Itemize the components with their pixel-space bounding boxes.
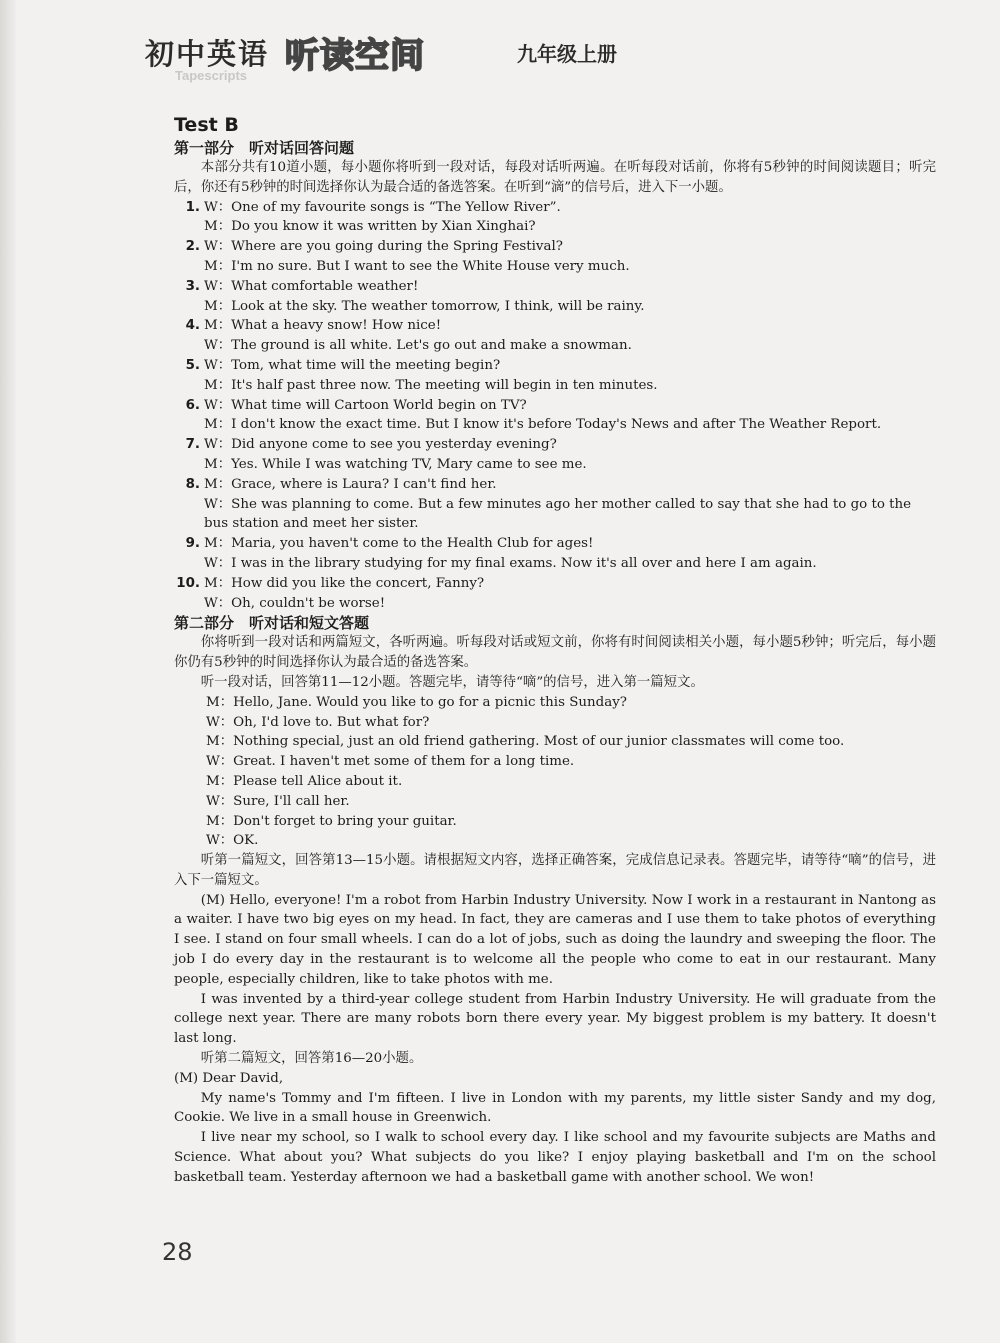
dialogue-line: M：Maria, you haven't come to the Health Club for ages! [204,536,594,552]
passage2-paragraph: My name's Tommy and I'm fifteen. I live in London with my parents, my little sister Sandy and my dog, Cookie. We live in a small house in Greenwich. [174,1090,936,1126]
picnic-dialogue [174,693,936,851]
question-number: 8. [185,476,200,492]
test-title: Test B [174,114,239,136]
dialogue-line: W：One of my favourite songs is “The Yellow River”. [204,199,561,215]
dialogue-line: M：How did you like the concert, Fanny? [204,575,485,591]
letter-salutation: (M) Dear David, [174,1070,284,1086]
dialogue-line: W：Great. I haven't met some of them for a long time. [206,754,575,770]
dialogue-line: W：OK. [206,833,259,849]
dialogue-line: W：Tom, what time will the meeting begin? [204,357,501,373]
question-item [174,316,936,356]
question-item [174,534,936,574]
dialogue-line: W：Did anyone come to see you yesterday evening? [204,437,557,453]
dialogue-line: W：Oh, I'd love to. But what for? [206,714,430,730]
dialogue-intro: 听一段对话，回答第11—12小题。答题完毕，请等待“嘀”的信号，进入第一篇短文。 [200,674,704,690]
dialogue-line: M：Don't forget to bring your guitar. [206,813,457,829]
dialogue-line: M：Please tell Alice about it. [206,773,403,789]
show-through-label: Tapescripts [175,68,248,83]
question-number: 2. [185,239,200,255]
dialogue-line: M：What a heavy snow! How nice! [204,318,442,334]
dialogue-line: W：She was planning to come. But a few minutes ago her mother called to say that she had to go to the bus station and meet her sister. [204,496,912,532]
question-item [174,277,936,317]
dialogue-line: M：Grace, where is Laura? I can't find her. [204,476,497,492]
passage2-intro: 听第二篇短文，回答第16—20小题。 [200,1051,423,1067]
dialogue-line: W：The ground is all white. Let's go out and make a snowman. [204,338,632,354]
question-item [174,574,936,614]
question-item [174,237,936,277]
question-number: 1. [185,199,200,215]
question-number: 7. [185,437,200,453]
question-number: 9. [185,536,200,552]
passage1-paragraph: (M) Hello, everyone! I'm a robot from Harbin Industry University. Now I work in a restaurant in Nantong as a waiter. I have two big eyes on my head. In fact, they are cameras and I use them to take photos of everything I see. I stand on four small wheels. I can do a lot of jobs, such as doing the laundry and sweeping the floor. The job I do every day in the restaurant is to welcome all the people who come to eat in our restaurant. Many people, especially children, like to take photos with me. [174,892,936,987]
dialogue-line: M：Look at the sky. The weather tomorrow, I think, will be rainy. [204,298,645,314]
dialogue-line: M：Nothing special, just an old friend gathering. Most of our junior classmates will come too. [206,734,845,750]
dialogue-line: W：Where are you going during the Spring Festival? [204,239,563,255]
question-number: 4. [185,318,200,334]
part2-instructions: 你将听到一段对话和两篇短文，各听两遍。听每段对话或短文前，你将有时间阅读相关小题，每小题5秒钟；听完后，每小题你仍有5秒钟的时间选择你认为最合适的备选答案。 [174,635,936,671]
question-number: 10. [176,575,200,591]
dialogue-line: W：What comfortable weather! [204,278,419,294]
brand-logo: 听读空间 [285,36,425,76]
dialogue-line: M：Do you know it was written by Xian Xinghai? [204,219,536,235]
dialogue-line: M：Yes. While I was watching TV, Mary came to see me. [204,456,587,472]
page-edge [0,0,16,1343]
question-number: 5. [185,357,200,373]
dialogue-line: M：It's half past three now. The meeting will begin in ten minutes. [204,377,658,393]
dialogue-line: W：Sure, I'll call her. [206,793,350,809]
part1-instructions: 本部分共有10道小题，每小题你将听到一段对话，每段对话听两遍。在听每段对话前，你将有5秒钟的时间阅读题目；听完后，你还有5秒钟的时间选择你认为最合适的备选答案。在听到“滴”的信号后，进入下一小题。 [174,160,936,195]
passage2-paragraph: I live near my school, so I walk to school every day. I like school and my favourite subjects are Maths and Science. What about you? What subjects do you like? I enjoy playing basketball and I'm on the school basketball team. Yesterday afternoon we had a basketball game with another school. We won! [174,1130,936,1185]
page-number: 28 [162,1238,193,1266]
main-content [174,112,936,1188]
dialogue-line: M：Hello, Jane. Would you like to go for a picnic this Sunday? [206,694,627,710]
question-number: 6. [185,397,200,413]
question-item [174,396,936,436]
dialogue-line: W：I was in the library studying for my final exams. Now it's all over and here I am again. [204,555,817,571]
part2-title: 第二部分 听对话和短文答题 [174,614,370,633]
passage1-paragraph: I was invented by a third-year college student from Harbin Industry University. He will graduate from the college next year. There are many robots born there every year. My biggest problem is my battery. It doesn't last long. [174,991,936,1047]
question-item [174,356,936,396]
part1-title: 第一部分 听对话回答问题 [174,139,355,157]
book-title: 初中英语 [145,37,270,71]
dialogue-line: W：What time will Cartoon World begin on TV? [204,397,527,413]
question-number: 3. [185,278,200,294]
dialogue-line: W：Oh, couldn't be worse! [204,595,386,611]
question-item [174,475,936,534]
dialogue-line: M：I don't know the exact time. But I know it's before Today's News and after The Weather Report. [204,417,882,433]
question-item [174,435,936,475]
grade-label: 九年级上册 [517,42,617,66]
part1-items [174,198,936,614]
dialogue-line: M：I'm no sure. But I want to see the White House very much. [204,258,630,274]
question-item [174,198,936,238]
passage1-intro: 听第一篇短文，回答第13—15小题。请根据短文内容，选择正确答案，完成信息记录表。答题完毕，请等待“嘀”的信号，进入下一篇短文。 [174,853,936,888]
